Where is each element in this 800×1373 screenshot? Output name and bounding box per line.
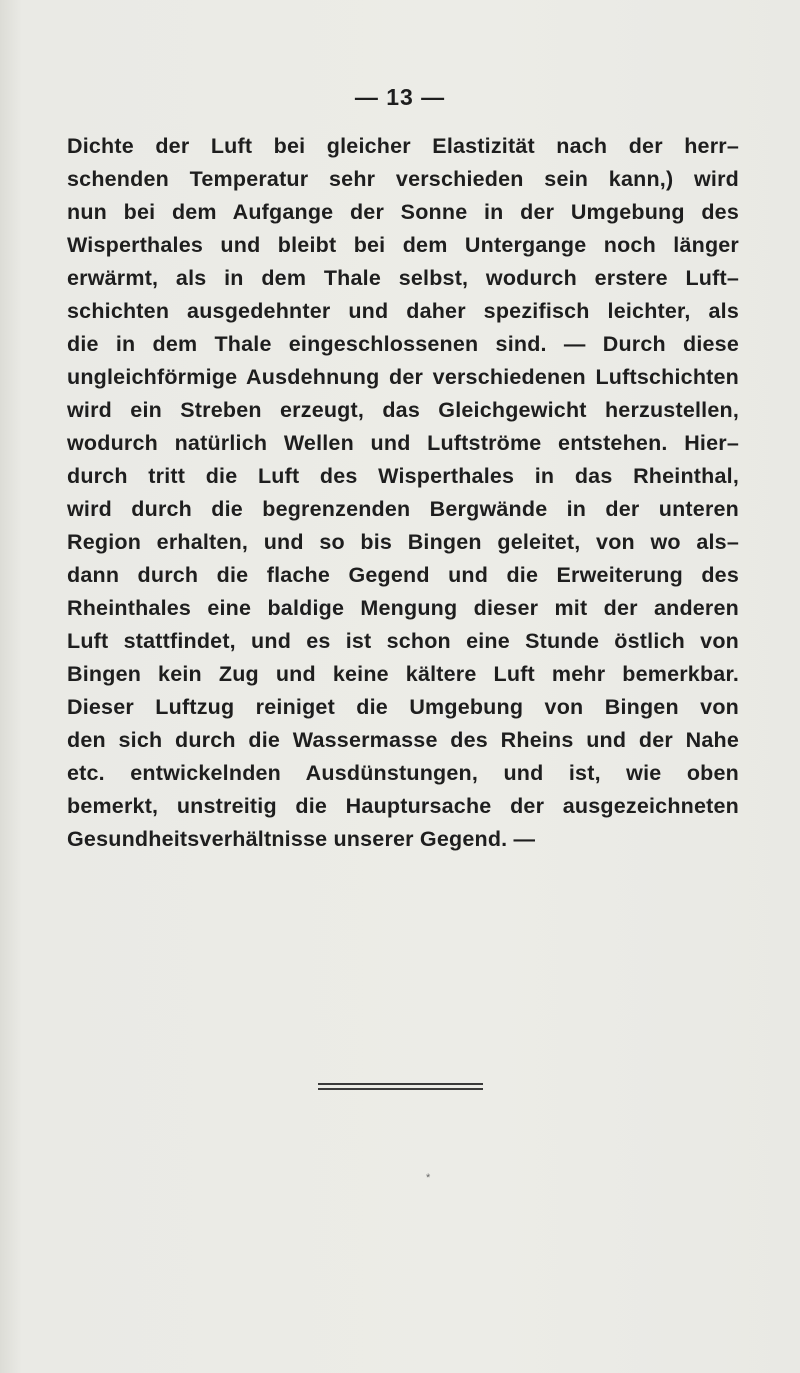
text-line: ungleichförmige Ausdehnung der verschiedenen Luftschichten bbox=[67, 365, 739, 389]
text-line: Bingen kein Zug und keine kältere Luft mehr bemerkbar. bbox=[67, 662, 739, 686]
text-line: wird durch die begrenzenden Bergwände in der unteren bbox=[67, 497, 739, 521]
text-line: wodurch natürlich Wellen und Luftströme entstehen. Hier– bbox=[67, 431, 739, 455]
ornamental-rule-top bbox=[318, 1083, 483, 1085]
text-line: Dichte der Luft bei gleicher Elastizität nach der herr– bbox=[67, 134, 739, 158]
text-line: erwärmt, als in dem Thale selbst, wodurch erstere Luft– bbox=[67, 266, 739, 290]
text-line: nun bei dem Aufgange der Sonne in der Umgebung des bbox=[67, 200, 739, 224]
text-line: dann durch die flache Gegend und die Erweiterung des bbox=[67, 563, 739, 587]
text-line: schenden Temperatur sehr verschieden sein kann,) wird bbox=[67, 167, 739, 191]
page-number: — 13 — bbox=[354, 84, 446, 110]
ornamental-rule-bottom bbox=[318, 1088, 483, 1090]
text-line: den sich durch die Wassermasse des Rheins und der Nahe bbox=[67, 728, 739, 752]
text-line: durch tritt die Luft des Wisperthales in das Rheinthal, bbox=[67, 464, 739, 488]
text-line: Gesundheitsverhältnisse unserer Gegend. — bbox=[67, 827, 536, 851]
text-line: Wisperthales und bleibt bei dem Untergange noch länger bbox=[67, 233, 739, 257]
text-line: Luft stattfindet, und es ist schon eine Stunde östlich von bbox=[67, 629, 739, 653]
text-line: Dieser Luftzug reiniget die Umgebung von Bingen von bbox=[67, 695, 739, 719]
text-line: Rheinthales eine baldige Mengung dieser mit der anderen bbox=[67, 596, 739, 620]
text-line: Region erhalten, und so bis Bingen geleitet, von wo als– bbox=[67, 530, 739, 554]
printer-mark: * bbox=[426, 1172, 431, 1184]
text-line: schichten ausgedehnter und daher spezifisch leichter, als bbox=[67, 299, 739, 323]
text-line: bemerkt, unstreitig die Hauptursache der ausgezeichneten bbox=[67, 794, 739, 818]
text-line: etc. entwickelnden Ausdünstungen, und ist, wie oben bbox=[67, 761, 739, 785]
text-line: wird ein Streben erzeugt, das Gleichgewicht herzustellen, bbox=[67, 398, 739, 422]
text-line: die in dem Thale eingeschlossenen sind. — Durch diese bbox=[67, 332, 739, 356]
